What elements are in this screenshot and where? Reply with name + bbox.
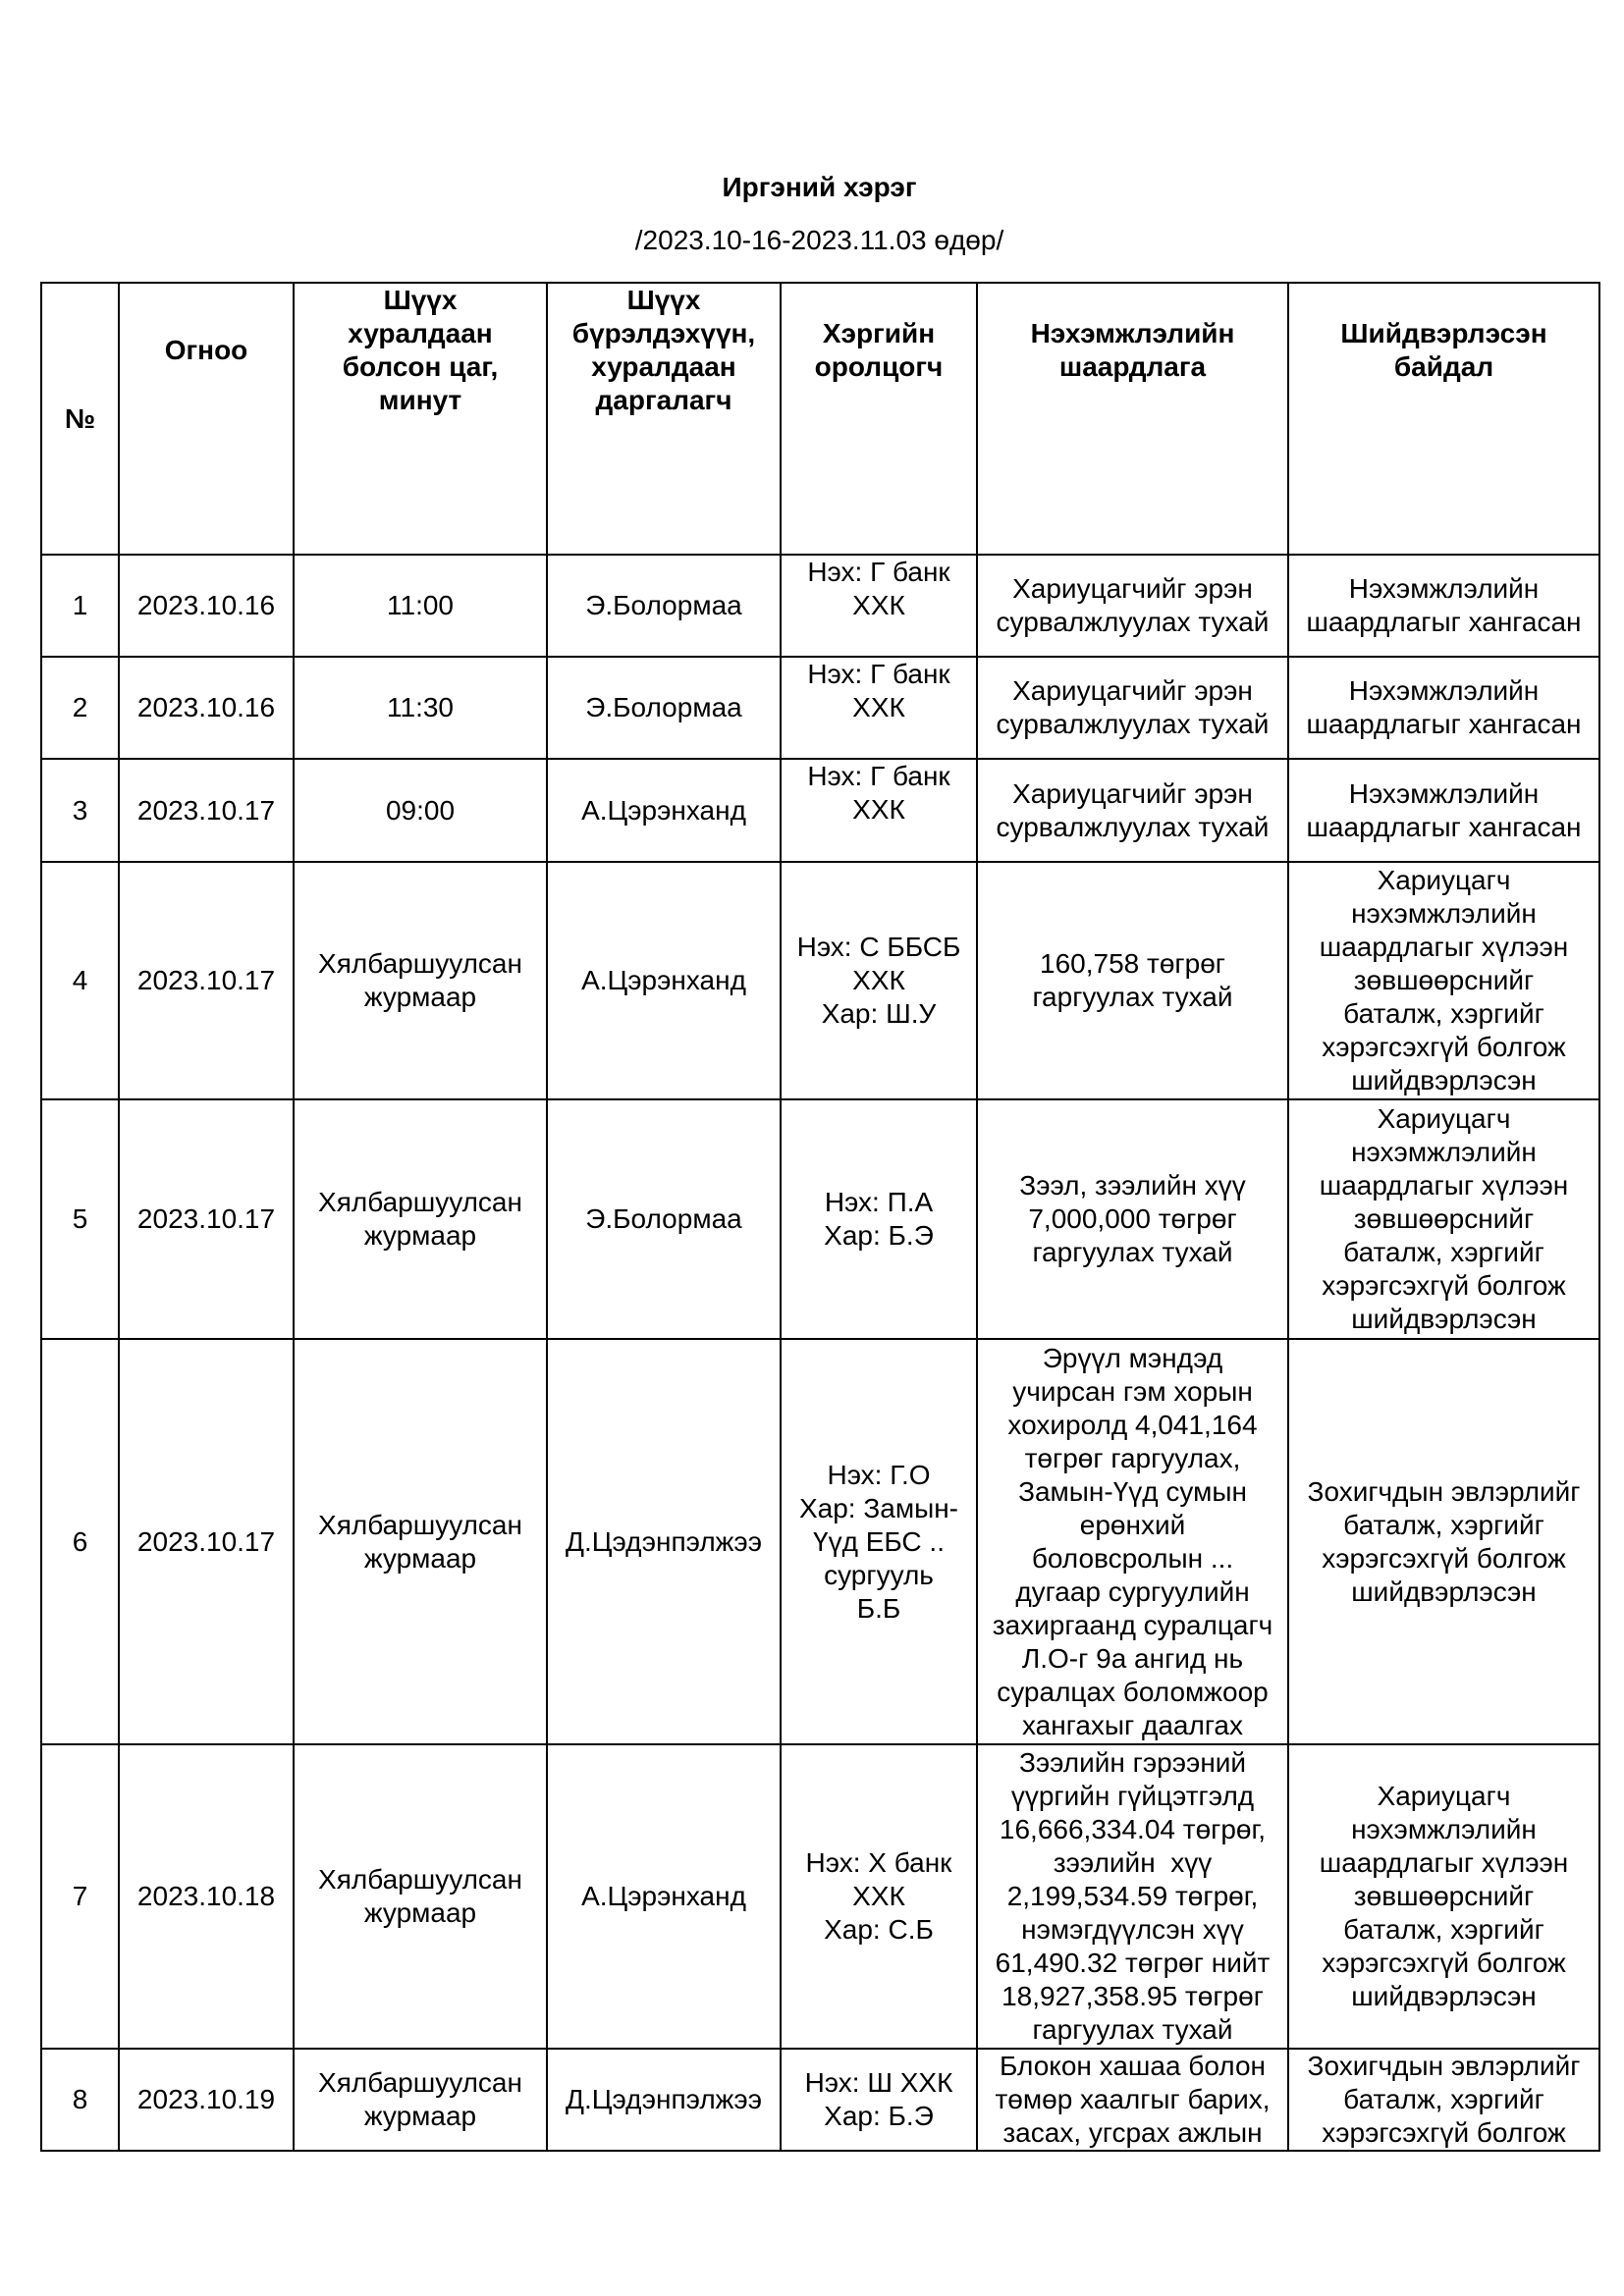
presiding-judge-cell: А.Цэрэнханд xyxy=(547,1744,781,2049)
table-row xyxy=(41,862,1599,1099)
presiding-judge-cell: А.Цэрэнханд xyxy=(547,862,781,1099)
parties-cell: Нэх: Ш ХХК Хар: Б.Э xyxy=(781,2049,977,2151)
date-range-subtitle: /2023.10-16-2023.11.03 өдөр/ xyxy=(634,225,1004,255)
hearing-time-cell: 09:00 xyxy=(294,759,547,862)
claim-cell: 160,758 төгрөг гаргуулах тухай xyxy=(977,862,1288,1099)
date-cell: 2023.10.16 xyxy=(119,657,294,759)
document-title: Иргэний хэрэг xyxy=(722,172,917,202)
presiding-judge-cell: Э.Болормаа xyxy=(547,657,781,759)
decision-cell: Нэхэмжлэлийн шаардлагыг хангасан xyxy=(1288,555,1599,657)
presiding-judge-cell: А.Цэрэнханд xyxy=(547,759,781,862)
row-number-cell: 3 xyxy=(41,759,119,862)
parties-cell: Нэх: Г банк ХХК xyxy=(781,657,977,759)
table-row xyxy=(41,657,1599,759)
hearing-time-cell: Хялбаршуулсан журмаар xyxy=(294,862,547,1099)
decision-cell: Хариуцагч нэхэмжлэлийн шаардлагыг хүлээн зөвшөөрснийг баталж, хэргийг хэрэгсэхгүй болгож шийдвэрлэсэн xyxy=(1288,1099,1599,1339)
presiding-judge-cell: Э.Болормаа xyxy=(547,555,781,657)
table-row xyxy=(41,1744,1599,2049)
date-cell: 2023.10.18 xyxy=(119,1744,294,2049)
table-row xyxy=(41,555,1599,657)
decision-cell: Нэхэмжлэлийн шаардлагыг хангасан xyxy=(1288,657,1599,759)
table-row xyxy=(41,1339,1599,1744)
decision-cell: Зохигчдын эвлэрлийг баталж, хэргийг хэрэгсэхгүй болгож шийдвэрлэсэн xyxy=(1288,1339,1599,1744)
civil-cases-table xyxy=(40,282,1600,2152)
hearing-time-cell: Хялбаршуулсан журмаар xyxy=(294,1744,547,2049)
row-number-cell: 1 xyxy=(41,555,119,657)
decision-cell: Зохигчдын эвлэрлийг баталж, хэргийг хэрэгсэхгүй болгож xyxy=(1288,2049,1599,2151)
date-cell: 2023.10.19 xyxy=(119,2049,294,2151)
header-decision-label: Шийдвэрлэсэн байдал xyxy=(1340,318,1547,382)
row-number-cell: 4 xyxy=(41,862,119,1099)
header-hearing-time-label: Шүүх хуралдаан болсон цаг, минут xyxy=(342,285,499,415)
row-number-cell: 8 xyxy=(41,2049,119,2151)
table-row xyxy=(41,2049,1599,2151)
row-number-cell: 5 xyxy=(41,1099,119,1339)
row-number-cell: 6 xyxy=(41,1339,119,1744)
date-cell: 2023.10.17 xyxy=(119,1339,294,1744)
decision-cell: Нэхэмжлэлийн шаардлагыг хангасан xyxy=(1288,759,1599,862)
hearing-time-cell: Хялбаршуулсан журмаар xyxy=(294,1099,547,1339)
row-number-cell: 2 xyxy=(41,657,119,759)
header-parties-label: Хэргийн оролцогч xyxy=(814,318,944,382)
header-number: № xyxy=(41,283,119,555)
table-row xyxy=(41,1099,1599,1339)
date-cell: 2023.10.17 xyxy=(119,862,294,1099)
header-parties xyxy=(781,283,977,555)
header-date-label: Огноо xyxy=(164,335,248,365)
hearing-time-cell: 11:30 xyxy=(294,657,547,759)
header-presiding-judge xyxy=(547,283,781,555)
claim-cell: Блокон хашаа болон төмөр хаалгыг барих, засах, угсрах ажлын xyxy=(977,2049,1288,2151)
presiding-judge-cell: Э.Болормаа xyxy=(547,1099,781,1339)
parties-cell: Нэх: Х банк ХХК Хар: С.Б xyxy=(781,1744,977,2049)
claim-cell: Эрүүл мэндэд учирсан гэм хорын хохиролд 4,041,164 төгрөг гаргуулах, Замын-Үүд сумын ерөнхий боловсролын ... дугаар сургуулийн захиргаанд суралцагч Л.О-г 9а ангид нь суралцах боломжоор хангахыг даалгах xyxy=(977,1339,1288,1744)
parties-cell: Нэх: Г.О Хар: Замын- Үүд ЕБС .. сургууль Б.Б xyxy=(781,1339,977,1744)
parties-cell: Нэх: С ББСБ ХХК Хар: Ш.У xyxy=(781,862,977,1099)
parties-cell: Нэх: П.А Хар: Б.Э xyxy=(781,1099,977,1339)
hearing-time-cell: Хялбаршуулсан журмаар xyxy=(294,1339,547,1744)
table-header-row xyxy=(41,283,1599,555)
header-decision xyxy=(1288,283,1599,555)
parties-cell: Нэх: Г банк ХХК xyxy=(781,555,977,657)
date-cell: 2023.10.17 xyxy=(119,1099,294,1339)
header-claim xyxy=(977,283,1288,555)
hearing-time-cell: 11:00 xyxy=(294,555,547,657)
decision-cell: Хариуцагч нэхэмжлэлийн шаардлагыг хүлээн зөвшөөрснийг баталж, хэргийг хэрэгсэхгүй болгож шийдвэрлэсэн xyxy=(1288,862,1599,1099)
header-date xyxy=(119,283,294,555)
decision-cell: Хариуцагч нэхэмжлэлийн шаардлагыг хүлээн зөвшөөрснийг баталж, хэргийг хэрэгсэхгүй болгож шийдвэрлэсэн xyxy=(1288,1744,1599,2049)
claim-cell: Хариуцагчийг эрэн сурвалжлуулах тухай xyxy=(977,657,1288,759)
date-cell: 2023.10.16 xyxy=(119,555,294,657)
hearing-time-cell: Хялбаршуулсан журмаар xyxy=(294,2049,547,2151)
table-row xyxy=(41,759,1599,862)
header-claim-label: Нэхэмжлэлийн шаардлага xyxy=(1030,318,1235,382)
claim-cell: Хариуцагчийг эрэн сурвалжлуулах тухай xyxy=(977,555,1288,657)
parties-cell: Нэх: Г банк ХХК xyxy=(781,759,977,862)
claim-cell: Зээл, зээлийн хүү 7,000,000 төгрөг гаргуулах тухай xyxy=(977,1099,1288,1339)
header-hearing-time xyxy=(294,283,547,555)
date-cell: 2023.10.17 xyxy=(119,759,294,862)
header-presiding-judge-label: Шүүх бүрэлдэхүүн, хуралдаан даргалагч xyxy=(571,285,756,415)
claim-cell: Хариуцагчийг эрэн сурвалжлуулах тухай xyxy=(977,759,1288,862)
claim-cell: Зээлийн гэрээний үүргийн гүйцэтгэлд 16,666,334.04 төгрөг, зээлийн хүү 2,199,534.59 төгрөг, нэмэгдүүлсэн хүү 61,490.32 төгрөг нийт 18,927,358.95 төгрөг гаргуулах тухай xyxy=(977,1744,1288,2049)
presiding-judge-cell: Д.Цэдэнпэлжээ xyxy=(547,2049,781,2151)
row-number-cell: 7 xyxy=(41,1744,119,2049)
presiding-judge-cell: Д.Цэдэнпэлжээ xyxy=(547,1339,781,1744)
